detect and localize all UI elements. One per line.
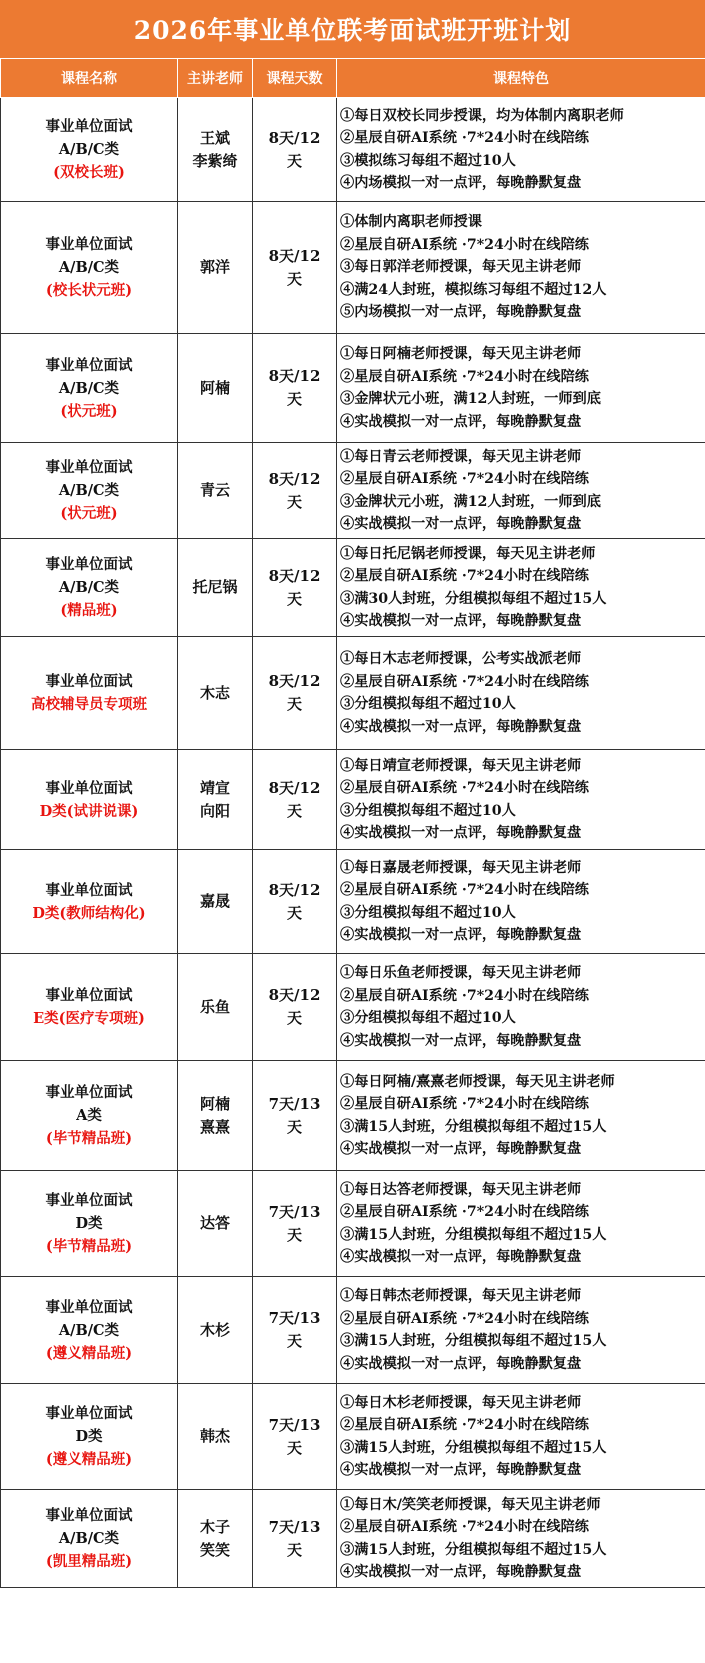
course-name-line: A/B/C类 <box>58 1530 120 1547</box>
feature-line: ②星辰自研AI系统 ·7*24小时在线陪练 <box>340 1204 589 1220</box>
course-name-line: A/B/C类 <box>58 1321 120 1339</box>
course-name-line: 事业单位面试 <box>45 987 133 1004</box>
days-text: 天 <box>286 1225 302 1244</box>
feature-line: ②星辰自研AI系统 ·7*24小时在线陪练 <box>340 236 589 253</box>
course-name-cell <box>1 954 178 1061</box>
course-class-type: D类(试讲说课) <box>39 802 139 820</box>
feature-line: ④实战模拟一对一点评，每晚静默复盘 <box>340 613 582 629</box>
days-cell <box>253 539 337 637</box>
days-text: 天 <box>286 1332 302 1350</box>
feature-line: ③分组模拟每组不超过10人 <box>340 802 516 819</box>
header-teacher: 主讲老师 <box>178 59 253 98</box>
header-features: 课程特色 <box>337 59 705 98</box>
teacher-cell <box>178 1171 253 1277</box>
days-cell <box>253 1171 337 1277</box>
teacher-cell <box>178 954 253 1061</box>
feature-line: ①每日木志老师授课，公考实战派老师 <box>340 651 582 667</box>
course-name-cell <box>1 1384 178 1490</box>
course-name-line: A类 <box>76 1107 102 1124</box>
feature-line: ②星辰自研AI系统 ·7*24小时在线陪练 <box>340 1417 589 1433</box>
feature-line: ①每日木/笑笑老师授课，每天见主讲老师 <box>340 1496 601 1513</box>
course-name-line: A/B/C类 <box>58 579 120 596</box>
feature-line: ⑤内场模拟一对一点评，每晚静默复盘 <box>340 304 582 321</box>
teacher-name: 青云 <box>199 481 230 499</box>
days-text: 8天/12 <box>268 778 321 797</box>
course-name-line: 事业单位面试 <box>45 1192 133 1209</box>
feature-line: ③满15人封班，分组模拟每组不超过15人 <box>340 1226 607 1243</box>
table-row <box>1 1171 705 1277</box>
teacher-name: 韩杰 <box>199 1427 230 1445</box>
teacher-cell <box>178 1061 253 1171</box>
teacher-cell <box>178 539 253 637</box>
days-text: 天 <box>286 695 302 713</box>
days-text: 8天/12 <box>268 469 321 488</box>
teacher-name: 王斌 <box>199 128 230 147</box>
feature-line: ④实战模拟一对一点评，每晚静默复盘 <box>340 413 582 430</box>
feature-line: ④实战模拟一对一点评，每晚静默复盘 <box>340 927 582 943</box>
days-cell <box>253 98 337 202</box>
days-text: 8天/12 <box>268 128 321 147</box>
feature-line: ④实战模拟一对一点评，每晚静默复盘 <box>340 825 582 841</box>
features-cell <box>337 1277 705 1384</box>
days-text: 天 <box>286 801 302 820</box>
table-row <box>1 954 705 1061</box>
features-cell <box>337 539 705 637</box>
feature-line: ①每日嘉晟老师授课，每天见主讲老师 <box>340 859 582 876</box>
feature-line: ①每日托尼锅老师授课，每天见主讲老师 <box>340 545 596 562</box>
course-class-type: (状元班) <box>60 505 118 522</box>
course-class-type: D类(教师结构化) <box>32 904 146 922</box>
course-name-line: 事业单位面试 <box>45 118 133 135</box>
feature-line: ④满24人封班，模拟练习每组不超过12人 <box>340 281 607 298</box>
features-cell <box>337 1171 705 1277</box>
teacher-cell <box>178 750 253 850</box>
schedule-table <box>0 58 705 1588</box>
days-cell <box>253 202 337 334</box>
feature-line: ③金牌状元小班，满12人封班，一师到底 <box>340 391 601 407</box>
table-row <box>1 1384 705 1490</box>
course-name-cell <box>1 850 178 954</box>
course-name-cell <box>1 1171 178 1277</box>
course-name-cell <box>1 1061 178 1171</box>
table-row <box>1 637 705 750</box>
features-cell <box>337 443 705 539</box>
features-cell <box>337 954 705 1061</box>
teacher-name: 乐鱼 <box>199 997 230 1016</box>
teacher-name: 托尼锅 <box>192 578 238 596</box>
feature-line: ①每日达答老师授课，每天见主讲老师 <box>340 1181 582 1198</box>
course-name-line: 事业单位面试 <box>45 459 133 476</box>
feature-line: ②星辰自研AI系统 ·7*24小时在线陪练 <box>340 673 589 690</box>
days-text: 天 <box>286 1009 302 1027</box>
course-name-cell <box>1 750 178 850</box>
course-name-line: 事业单位面试 <box>45 779 133 797</box>
feature-line: ②星辰自研AI系统 ·7*24小时在线陪练 <box>340 471 589 487</box>
days-text: 天 <box>286 1117 302 1136</box>
days-cell <box>253 443 337 539</box>
course-name-cell <box>1 202 178 334</box>
days-text: 7天/13 <box>268 1415 321 1434</box>
course-name-line: A/B/C类 <box>58 482 120 499</box>
course-name-cell <box>1 443 178 539</box>
days-text: 8天/12 <box>268 880 321 899</box>
course-name-line: 事业单位面试 <box>45 356 133 374</box>
feature-line: ②星辰自研AI系统 ·7*24小时在线陪练 <box>340 882 589 898</box>
course-name-cell <box>1 98 178 202</box>
feature-line: ④实战模拟一对一点评，每晚静默复盘 <box>340 1032 582 1049</box>
feature-line: ②星辰自研AI系统 ·7*24小时在线陪练 <box>340 568 589 584</box>
course-name-line: 事业单位面试 <box>45 673 133 690</box>
course-name-line: 事业单位面试 <box>45 1405 133 1422</box>
days-text: 8天/12 <box>268 566 321 585</box>
feature-line: ④实战模拟一对一点评，每晚静默复盘 <box>340 1141 582 1157</box>
feature-line: ②星辰自研AI系统 ·7*24小时在线陪练 <box>340 1519 589 1535</box>
feature-line: ③分组模拟每组不超过10人 <box>340 1010 516 1026</box>
feature-line: ④实战模拟一对一点评，每晚静默复盘 <box>340 1249 582 1265</box>
course-class-type: (凯里精品班) <box>45 1553 133 1570</box>
days-cell <box>253 850 337 954</box>
table-row <box>1 539 705 637</box>
course-name-line: 事业单位面试 <box>45 556 133 573</box>
teacher-name: 达答 <box>199 1214 230 1232</box>
days-text: 7天/13 <box>268 1517 321 1536</box>
feature-line: ②星辰自研AI系统 ·7*24小时在线陪练 <box>340 368 589 385</box>
days-text: 天 <box>286 1438 302 1457</box>
feature-line: ③模拟练习每组不超过10人 <box>340 152 516 169</box>
days-text: 天 <box>286 589 302 608</box>
course-class-type: 高校辅导员专项班 <box>31 696 147 713</box>
days-text: 8天/12 <box>268 672 321 690</box>
teacher-name: 靖宣 <box>199 778 230 797</box>
days-text: 天 <box>286 390 302 408</box>
title-bar <box>0 0 705 58</box>
feature-line: ②星辰自研AI系统 ·7*24小时在线陪练 <box>340 1096 589 1112</box>
course-class-type: (遵义精品班) <box>45 1451 133 1468</box>
course-name-line: D类 <box>75 1215 103 1232</box>
teacher-cell <box>178 637 253 750</box>
table-row <box>1 1490 705 1588</box>
days-text: 7天/13 <box>268 1309 321 1327</box>
features-cell <box>337 637 705 750</box>
teacher-name: 阿楠 <box>199 378 230 397</box>
teacher-name: 向阳 <box>199 801 230 820</box>
days-cell <box>253 1277 337 1384</box>
days-text: 天 <box>286 492 302 511</box>
days-text: 天 <box>286 151 302 170</box>
days-text: 天 <box>286 269 302 288</box>
feature-line: ①每日阿楠/熹熹老师授课，每天见主讲老师 <box>340 1073 615 1090</box>
features-cell <box>337 850 705 954</box>
features-cell <box>337 1384 705 1490</box>
teacher-name: 李紫绮 <box>192 151 238 170</box>
course-class-type: (遵义精品班) <box>45 1344 133 1362</box>
days-text: 8天/12 <box>268 367 321 385</box>
feature-line: ③满15人封班，分组模拟每组不超过15人 <box>340 1439 607 1456</box>
feature-line: ③满30人封班，分组模拟每组不超过15人 <box>340 590 607 607</box>
table-row <box>1 1277 705 1384</box>
days-cell <box>253 637 337 750</box>
table-body <box>1 98 705 1588</box>
header-days: 课程天数 <box>253 59 337 98</box>
days-text: 7天/13 <box>268 1094 321 1113</box>
feature-line: ④实战模拟一对一点评，每晚静默复盘 <box>340 1564 582 1580</box>
course-name-cell <box>1 637 178 750</box>
course-name-line: 事业单位面试 <box>45 1507 133 1524</box>
course-name-line: A/B/C类 <box>58 379 120 397</box>
teacher-cell <box>178 1277 253 1384</box>
days-text: 天 <box>286 1540 302 1559</box>
teacher-cell <box>178 98 253 202</box>
feature-line: ③分组模拟每组不超过10人 <box>340 904 516 921</box>
teacher-name: 阿楠 <box>199 1094 230 1113</box>
feature-line: ③满15人封班，分组模拟每组不超过15人 <box>340 1333 607 1349</box>
features-cell <box>337 334 705 443</box>
feature-line: ②星辰自研AI系统 ·7*24小时在线陪练 <box>340 780 589 796</box>
feature-line: ③满15人封班，分组模拟每组不超过15人 <box>340 1118 607 1135</box>
teacher-name: 木杉 <box>199 1320 230 1339</box>
features-cell <box>337 98 705 202</box>
feature-line: ④内场模拟一对一点评，每晚静默复盘 <box>340 175 582 191</box>
features-cell <box>337 750 705 850</box>
course-class-type: (精品班) <box>60 602 118 619</box>
course-class-type: (校长状元班) <box>45 282 133 299</box>
feature-line: ①每日双校长同步授课，均为体制内离职老师 <box>340 107 624 124</box>
teacher-cell <box>178 202 253 334</box>
course-class-type: (双校长班) <box>53 164 125 181</box>
course-name-line: 事业单位面试 <box>45 881 133 899</box>
feature-line: ①每日青云老师授课，每天见主讲老师 <box>340 448 582 465</box>
feature-line: ③每日郭洋老师授课，每天见主讲老师 <box>340 259 582 276</box>
days-cell <box>253 750 337 850</box>
feature-line: ②星辰自研AI系统 ·7*24小时在线陪练 <box>340 130 589 146</box>
feature-line: ①每日乐鱼老师授课，每天见主讲老师 <box>340 965 582 981</box>
days-text: 8天/12 <box>268 246 321 265</box>
course-name-cell <box>1 1490 178 1588</box>
days-cell <box>253 1061 337 1171</box>
course-name-line: 事业单位面试 <box>45 236 133 253</box>
course-name-line: D类 <box>75 1428 103 1445</box>
feature-line: ①每日靖宣老师授课，每天见主讲老师 <box>340 757 582 774</box>
feature-line: ①每日韩杰老师授课，每天见主讲老师 <box>340 1288 582 1304</box>
days-text: 天 <box>286 903 302 922</box>
feature-line: ①体制内离职老师授课 <box>340 214 482 231</box>
teacher-cell <box>178 334 253 443</box>
teacher-name: 木志 <box>199 683 230 702</box>
course-name-line: A/B/C类 <box>58 259 120 276</box>
course-class-type: (状元班) <box>60 402 118 420</box>
table-row <box>1 98 705 202</box>
teacher-cell <box>178 1490 253 1588</box>
feature-line: ②星辰自研AI系统 ·7*24小时在线陪练 <box>340 987 589 1004</box>
course-name-line: 事业单位面试 <box>45 1298 133 1316</box>
days-text: 7天/13 <box>268 1202 321 1221</box>
teacher-cell <box>178 850 253 954</box>
teacher-cell <box>178 443 253 539</box>
table-row <box>1 443 705 539</box>
page-title: 2026年事业单位联考面试班开班计划 <box>133 16 572 45</box>
course-class-type: (毕节精品班) <box>45 1130 133 1147</box>
course-name-line: 事业单位面试 <box>45 1084 133 1101</box>
table-row <box>1 750 705 850</box>
course-name-cell <box>1 1277 178 1384</box>
teacher-name: 嘉晟 <box>199 892 230 910</box>
feature-line: ①每日阿楠老师授课，每天见主讲老师 <box>340 346 582 362</box>
feature-line: ③金牌状元小班，满12人封班，一师到底 <box>340 493 601 510</box>
days-cell <box>253 334 337 443</box>
table-row <box>1 334 705 443</box>
feature-line: ④实战模拟一对一点评，每晚静默复盘 <box>340 1355 582 1372</box>
course-name-cell <box>1 334 178 443</box>
course-class-type: (毕节精品班) <box>45 1238 133 1255</box>
feature-line: ②星辰自研AI系统 ·7*24小时在线陪练 <box>340 1310 589 1327</box>
days-text: 8天/12 <box>268 986 321 1004</box>
table-row <box>1 202 705 334</box>
features-cell <box>337 1061 705 1171</box>
days-cell <box>253 1384 337 1490</box>
features-cell <box>337 1490 705 1588</box>
table-row <box>1 1061 705 1171</box>
header-course-name: 课程名称 <box>1 59 178 98</box>
table-row <box>1 850 705 954</box>
table-header-row <box>1 59 705 98</box>
course-name-cell <box>1 539 178 637</box>
course-class-type: E类(医疗专项班) <box>33 1010 145 1027</box>
teacher-name: 笑笑 <box>199 1540 230 1559</box>
teacher-name: 熹熹 <box>199 1117 230 1136</box>
features-cell <box>337 202 705 334</box>
course-name-line: A/B/C类 <box>58 141 120 158</box>
feature-line: ④实战模拟一对一点评，每晚静默复盘 <box>340 1462 582 1478</box>
teacher-name: 木子 <box>199 1517 230 1536</box>
days-cell <box>253 1490 337 1588</box>
feature-line: ④实战模拟一对一点评，每晚静默复盘 <box>340 718 582 735</box>
feature-line: ④实战模拟一对一点评，每晚静默复盘 <box>340 516 582 532</box>
feature-line: ③分组模拟每组不超过10人 <box>340 696 516 712</box>
feature-line: ①每日木杉老师授课，每天见主讲老师 <box>340 1394 582 1411</box>
teacher-cell <box>178 1384 253 1490</box>
feature-line: ③满15人封班，分组模拟每组不超过15人 <box>340 1541 607 1558</box>
days-cell <box>253 954 337 1061</box>
teacher-name: 郭洋 <box>199 258 230 276</box>
